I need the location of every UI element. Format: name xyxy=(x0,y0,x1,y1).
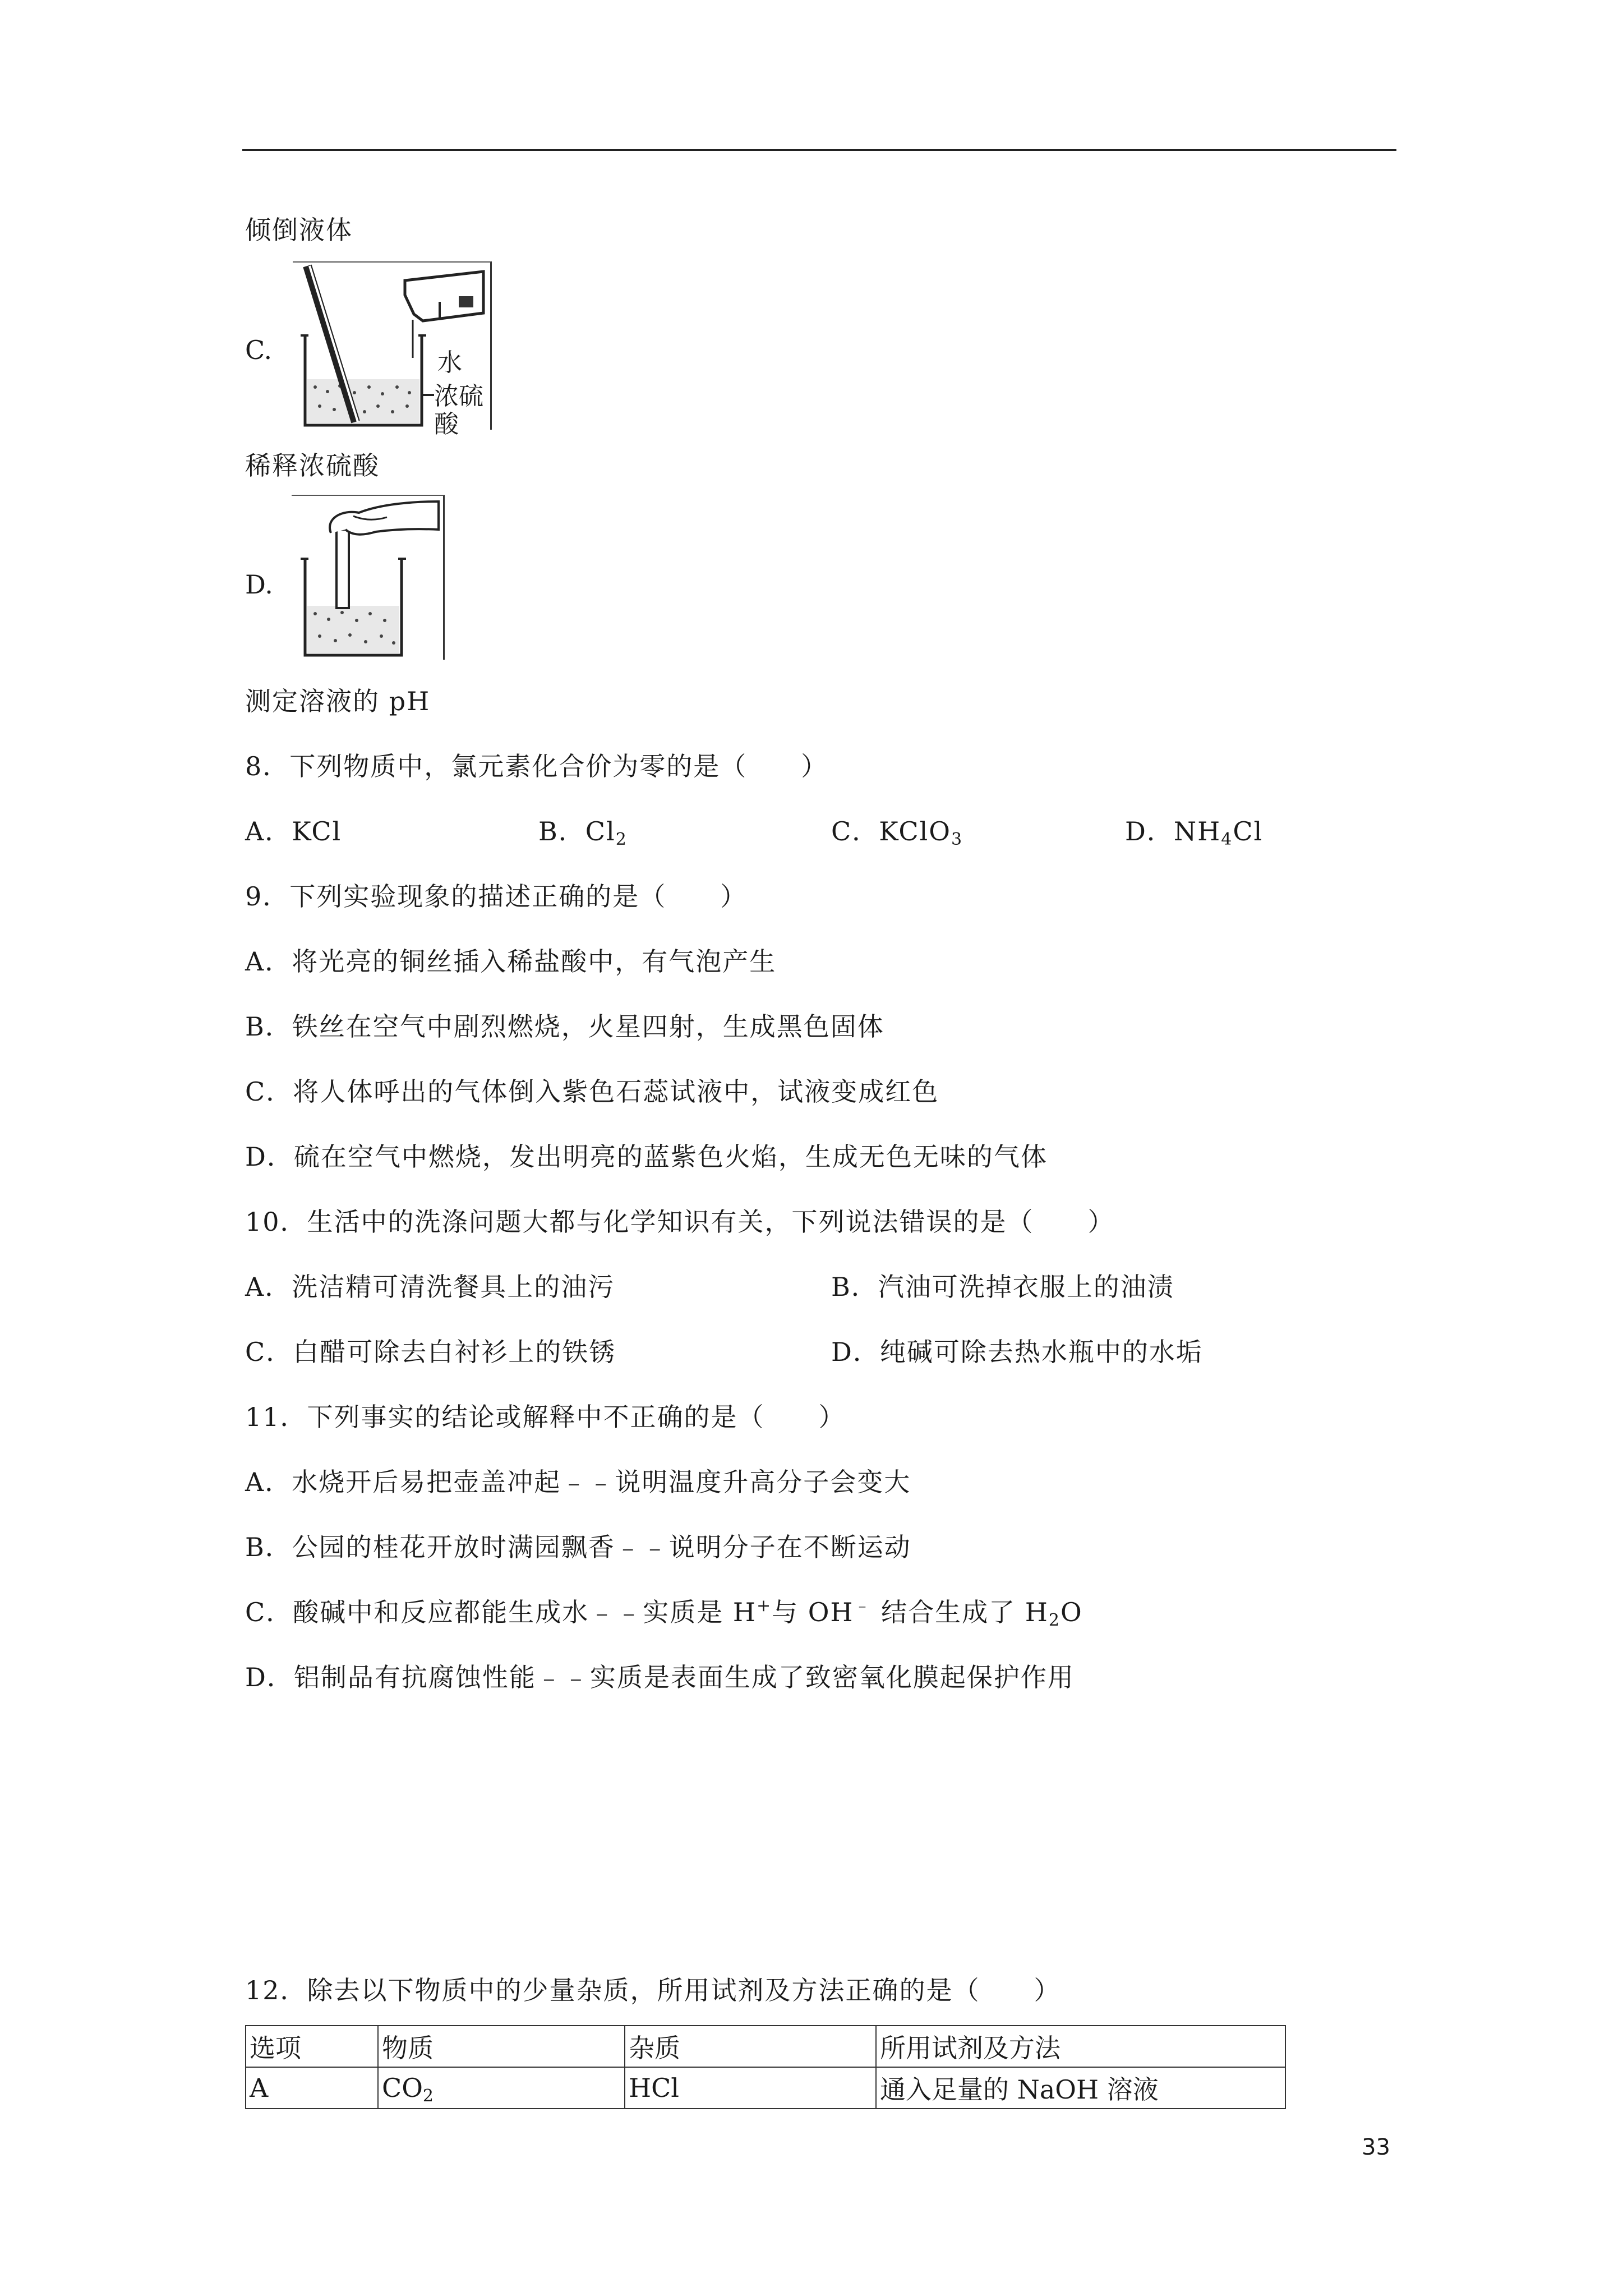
q10-option-b: B．汽油可洗掉衣服上的油渍 xyxy=(831,1272,1174,1302)
q9-option-b: B．铁丝在空气中剧烈燃烧，火星四射，生成黑色固体 xyxy=(245,1011,884,1042)
q8-stem: 8．下列物质中，氯元素化合价为零的是（ ） xyxy=(245,751,828,781)
cell-impurity: HCl xyxy=(625,2067,876,2109)
header-reagent-method: 所用试剂及方法 xyxy=(876,2026,1285,2067)
q12-table xyxy=(245,2025,1286,2109)
q8-option-c: C．KClO$_3$ xyxy=(831,816,963,849)
cell-substance: $CO_2$ xyxy=(378,2067,625,2109)
q9-option-d: D．硫在空气中燃烧，发出明亮的蓝紫色火焰，生成无色无味的气体 xyxy=(245,1142,1048,1172)
caption-dilute-acid: 稀释浓硫酸 xyxy=(245,450,380,481)
cell-option: A xyxy=(246,2067,378,2109)
header-substance: 物质 xyxy=(378,2026,625,2067)
q8-option-a: A．KCl xyxy=(245,816,342,846)
water-label: 水 xyxy=(437,348,462,377)
cell-method: 通入足量的 NaOH 溶液 xyxy=(876,2067,1285,2109)
q8-option-b: B．$Cl_2$ xyxy=(538,816,628,849)
q8-option-d: D．$NH_4Cl$ xyxy=(1125,816,1264,849)
caption-measure-ph: 测定溶液的 pH xyxy=(245,686,431,716)
q11-stem: 11．下列事实的结论或解释中不正确的是（ ） xyxy=(245,1402,846,1432)
q11-option-c: C．酸碱中和反应都能生成水﹣﹣实质是 H+与 OH﹣ 结合生成了 $H_2O$ xyxy=(245,1596,1083,1630)
table-row xyxy=(246,2067,1285,2109)
conc-acid-label: 浓硫酸 xyxy=(434,382,483,439)
q11-option-b: B．公园的桂花开放时满园飘香﹣﹣说明分子在不断运动 xyxy=(245,1532,911,1562)
q10-option-a: A．洗洁精可清洗餐具上的油污 xyxy=(245,1272,615,1302)
ph-test-figure xyxy=(292,495,445,660)
q11-option-a: A．水烧开后易把壶盖冲起﹣﹣说明温度升高分子会变大 xyxy=(245,1467,911,1497)
q9-stem: 9．下列实验现象的描述正确的是（ ） xyxy=(245,881,748,912)
table-header-row xyxy=(246,2026,1285,2067)
header-impurity: 杂质 xyxy=(625,2026,876,2067)
q10-stem: 10．生活中的洗涤问题大都与化学知识有关，下列说法错误的是（ ） xyxy=(245,1207,1115,1237)
caption-pour-liquid: 倾倒液体 xyxy=(245,215,353,245)
option-d-label: D. xyxy=(245,569,273,600)
q9-option-c: C．将人体呼出的气体倒入紫色石蕊试液中，试液变成红色 xyxy=(245,1076,939,1107)
q12-stem: 12．除去以下物质中的少量杂质，所用试剂及方法正确的是（ ） xyxy=(245,1975,1061,2005)
q10-option-d: D．纯碱可除去热水瓶中的水垢 xyxy=(831,1337,1203,1367)
page-number: 33 xyxy=(1362,2134,1390,2160)
q10-option-c: C．白醋可除去白衬衫上的铁锈 xyxy=(245,1337,616,1367)
header-rule xyxy=(242,149,1396,151)
option-c-label: C. xyxy=(245,335,273,365)
q9-option-a: A．将光亮的铜丝插入稀盐酸中，有气泡产生 xyxy=(245,946,777,977)
header-option: 选项 xyxy=(246,2026,378,2067)
dilute-acid-figure xyxy=(293,261,492,439)
ph-test-illustration xyxy=(292,496,443,660)
q11-option-d: D．铝制品有抗腐蚀性能﹣﹣实质是表面生成了致密氧化膜起保护作用 xyxy=(245,1662,1075,1692)
